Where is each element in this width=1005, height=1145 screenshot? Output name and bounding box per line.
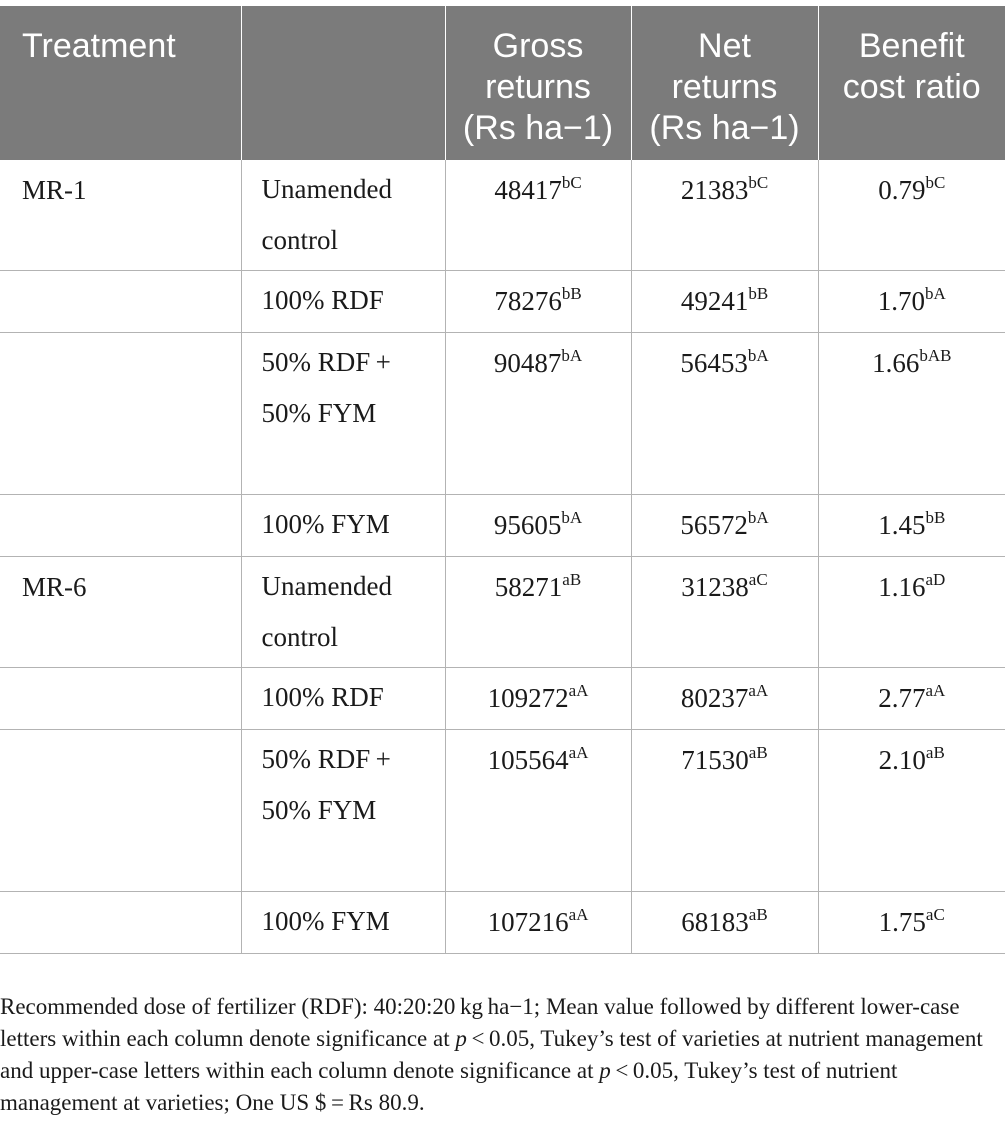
bcr-cell — [818, 271, 1005, 333]
gross-value: 48417 — [494, 175, 562, 205]
gross-cell — [445, 495, 631, 557]
management-cell: Unamended control — [241, 557, 445, 668]
bcr-significance: aC — [925, 905, 945, 924]
bcr-significance: aB — [925, 743, 945, 762]
header-row — [0, 6, 1005, 160]
header-gross-returns: Gross returns (Rs ha−1) — [445, 6, 631, 160]
variety-cell — [0, 892, 241, 954]
bcr-value: 0.79 — [878, 175, 926, 205]
net-significance: aA — [748, 681, 769, 700]
net-significance: aC — [748, 570, 768, 589]
net-value: 56572 — [680, 510, 748, 540]
management-cell: 100% RDF — [241, 271, 445, 333]
net-value: 49241 — [680, 286, 749, 316]
bcr-cell — [818, 333, 1005, 495]
bcr-value: 1.75 — [878, 907, 926, 937]
gross-cell — [445, 668, 631, 730]
net-significance: aB — [748, 905, 768, 924]
management-cell: 100% FYM — [241, 495, 445, 557]
footnote-text-2: < 0.05, Tukey’s test of varieties at nutrient management and upper-case letters within each column denote significance at — [0, 1026, 983, 1083]
gross-cell — [445, 160, 631, 271]
table-row — [0, 730, 1005, 892]
bcr-value: 1.45 — [878, 510, 926, 540]
net-cell — [631, 730, 818, 892]
bcr-significance: bAB — [919, 346, 952, 365]
net-significance: aB — [748, 743, 768, 762]
table-row — [0, 892, 1005, 954]
bcr-value: 1.16 — [878, 572, 926, 602]
management-cell: 50% RDF + 50% FYM — [241, 730, 445, 892]
table-row — [0, 333, 1005, 495]
net-significance: bA — [747, 508, 769, 527]
footnote-p-symbol-2: p — [599, 1058, 611, 1083]
variety-cell: MR-6 — [0, 557, 241, 668]
bcr-cell — [818, 495, 1005, 557]
gross-significance: aA — [568, 681, 589, 700]
gross-significance: bB — [561, 284, 582, 303]
table-row — [0, 160, 1005, 271]
header-net-returns: Net returns (Rs ha−1) — [631, 6, 818, 160]
bcr-cell — [818, 668, 1005, 730]
gross-cell — [445, 271, 631, 333]
bcr-significance: aA — [925, 681, 946, 700]
bcr-value: 2.77 — [878, 683, 926, 713]
variety-cell — [0, 668, 241, 730]
management-cell: 50% RDF + 50% FYM — [241, 333, 445, 495]
bcr-value: 1.70 — [877, 286, 925, 316]
management-cell: 100% RDF — [241, 668, 445, 730]
gross-cell — [445, 333, 631, 495]
gross-cell — [445, 557, 631, 668]
gross-significance: aA — [568, 905, 589, 924]
net-cell — [631, 160, 818, 271]
gross-value: 95605 — [493, 510, 562, 540]
net-significance: bC — [748, 173, 769, 192]
footnote-text-1: Recommended dose of fertilizer (RDF): 40:20:20 kg ha−1; Mean value followed by different lower-case letters within each column denote significance at — [0, 994, 960, 1051]
management-cell: Unamended control — [241, 160, 445, 271]
variety-cell: MR-1 — [22, 175, 87, 205]
table-row — [0, 271, 1005, 333]
net-cell — [631, 557, 818, 668]
header-benefit-cost-ratio: Benefit cost ratio — [818, 6, 1005, 160]
bcr-cell — [818, 557, 1005, 668]
variety-cell — [0, 271, 241, 333]
gross-cell — [445, 892, 631, 954]
gross-cell — [445, 730, 631, 892]
net-cell — [631, 668, 818, 730]
gross-significance: aB — [562, 570, 582, 589]
variety-cell — [0, 495, 241, 557]
header-blank — [241, 6, 445, 160]
bcr-significance: bB — [925, 508, 946, 527]
table-row — [0, 495, 1005, 557]
net-value: 71530 — [681, 745, 749, 775]
gross-value: 90487 — [493, 348, 562, 378]
net-cell — [631, 495, 818, 557]
bcr-value: 2.10 — [878, 745, 926, 775]
net-value: 56453 — [680, 348, 748, 378]
net-value: 21383 — [680, 175, 749, 205]
bcr-cell — [818, 730, 1005, 892]
net-cell — [631, 271, 818, 333]
variety-cell — [0, 730, 241, 892]
bcr-significance: bC — [925, 173, 946, 192]
bcr-cell — [818, 160, 1005, 271]
gross-value: 78276 — [494, 286, 562, 316]
footnote-text-3: < 0.05, Tukey’s test of nutrient management at varieties; One US $ = Rs 80.9. — [0, 1058, 898, 1115]
table-row — [0, 668, 1005, 730]
gross-significance: bA — [561, 508, 583, 527]
footnote-p-symbol-1: p — [455, 1026, 467, 1051]
gross-significance: bC — [561, 173, 582, 192]
gross-value: 109272 — [487, 683, 569, 713]
returns-table — [0, 6, 1005, 954]
variety-cell — [0, 333, 241, 495]
net-value: 31238 — [681, 572, 749, 602]
table-row — [0, 557, 1005, 668]
gross-value: 58271 — [494, 572, 563, 602]
net-cell — [631, 892, 818, 954]
header-treatment: Treatment — [0, 6, 241, 160]
bcr-significance: aD — [925, 570, 946, 589]
bcr-value: 1.66 — [872, 348, 920, 378]
management-cell: 100% FYM — [241, 892, 445, 954]
net-significance: bB — [748, 284, 769, 303]
bcr-cell — [818, 892, 1005, 954]
net-value: 68183 — [681, 907, 749, 937]
net-cell — [631, 333, 818, 495]
bcr-significance: bA — [924, 284, 946, 303]
net-value: 80237 — [680, 683, 749, 713]
net-significance: bA — [747, 346, 769, 365]
gross-value: 105564 — [487, 745, 569, 775]
gross-significance: aA — [568, 743, 589, 762]
gross-significance: bA — [561, 346, 583, 365]
gross-value: 107216 — [487, 907, 569, 937]
table-footnote — [0, 991, 1000, 1119]
